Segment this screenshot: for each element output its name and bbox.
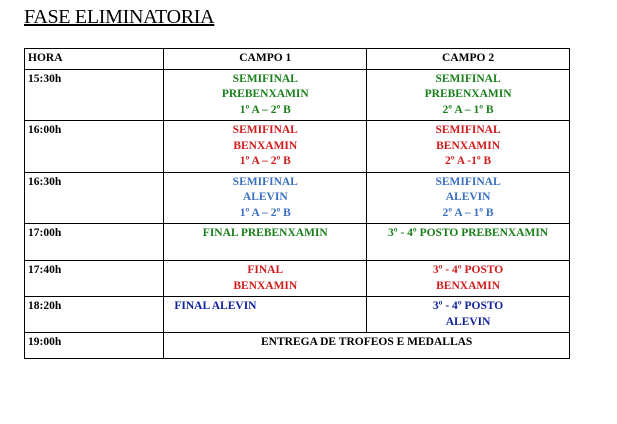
- match-line: BENXAMIN: [233, 139, 298, 152]
- row-time: 18:20h: [25, 297, 164, 333]
- match-line: SEMIFINAL: [232, 72, 298, 85]
- awards-ceremony: ENTREGA DE TROFEOS E MEDALLAS: [164, 333, 570, 359]
- match-line: FINAL: [247, 264, 284, 276]
- match-line: BENXAMIN: [233, 279, 298, 292]
- row-time: 19:00h: [25, 333, 164, 359]
- campo1-match: [164, 224, 367, 261]
- match-line: 1º A – 2º B: [239, 155, 291, 167]
- match-line: 3º - 4º POSTO: [432, 264, 504, 276]
- header-campo1: CAMPO 1: [164, 49, 367, 70]
- match-line: 2º A -1º B: [444, 155, 492, 167]
- campo1-match: [164, 297, 367, 333]
- match-line: ALEVIN: [445, 191, 491, 203]
- campo1-match: [164, 172, 367, 224]
- campo2-match: [367, 297, 570, 333]
- row-time: 16:00h: [25, 121, 164, 173]
- match-line: 1º A – 2º B: [239, 103, 291, 116]
- match-line: SEMIFINAL: [232, 175, 298, 188]
- match-line: BENXAMIN: [436, 139, 501, 152]
- match-line: PREBENXAMIN: [221, 88, 309, 100]
- match-line: 2º A – 1º B: [442, 206, 494, 219]
- table-row: [25, 224, 570, 261]
- match-line: SEMIFINAL: [232, 124, 298, 136]
- campo1-match: [164, 261, 367, 297]
- match-line: SEMIFINAL: [435, 72, 501, 85]
- schedule-table: [24, 48, 570, 359]
- campo2-match: [367, 121, 570, 173]
- campo2-match: [367, 261, 570, 297]
- match-line: PREBENXAMIN: [424, 88, 512, 100]
- campo1-match: [164, 69, 367, 121]
- row-time: 15:30h: [25, 69, 164, 121]
- match-line: 3º - 4º POSTO PREBENXAMIN: [388, 227, 549, 239]
- match-line: FINAL PREBENXAMIN: [202, 227, 328, 239]
- campo2-match: [367, 224, 570, 261]
- match-line: 1º A – 2º B: [239, 206, 291, 219]
- match-line: ALEVIN: [445, 315, 491, 328]
- match-line: ALEVIN: [242, 191, 288, 203]
- header-campo2: CAMPO 2: [367, 49, 570, 70]
- campo2-match: [367, 69, 570, 121]
- table-row: [25, 333, 570, 359]
- table-row: [25, 172, 570, 224]
- match-line: 3º - 4º POSTO: [432, 300, 504, 312]
- match-line: FINAL ALEVIN: [174, 300, 257, 312]
- row-time: 16:30h: [25, 172, 164, 224]
- match-line: SEMIFINAL: [435, 124, 501, 136]
- header-row: [25, 49, 570, 70]
- campo2-match: [367, 172, 570, 224]
- table-row: [25, 261, 570, 297]
- header-hora: HORA: [25, 49, 164, 70]
- row-time: 17:00h: [25, 224, 164, 261]
- match-line: BENXAMIN: [436, 279, 501, 292]
- row-time: 17:40h: [25, 261, 164, 297]
- table-row: [25, 121, 570, 173]
- table-row: [25, 297, 570, 333]
- match-line: SEMIFINAL: [435, 175, 501, 188]
- campo1-match: [164, 121, 367, 173]
- match-line: 2º A – 1º B: [442, 103, 494, 116]
- table-row: [25, 69, 570, 121]
- page-title: FASE ELIMINATORIA: [24, 6, 215, 28]
